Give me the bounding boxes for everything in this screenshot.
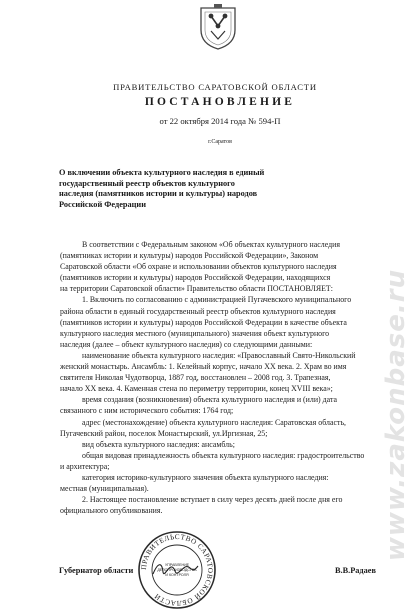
- saratov-coat-of-arms-icon: [199, 4, 237, 50]
- decree-title: ПОСТАНОВЛЕНИЕ: [144, 96, 296, 108]
- decree-city: г.Саратов: [208, 139, 232, 145]
- signatory-name: В.В.Радаев: [335, 566, 376, 575]
- body-line: (памятников истории и культуры) народов Российской Федерации в качестве объекта: [60, 317, 347, 327]
- body-line: женский монастырь. Ансамбль: 1. Келейный корпус, начало XX века. 2. Храм во имя: [60, 362, 347, 372]
- body-line: (памятниках истории и культуры) народов Российской Федерации», Законом: [60, 251, 319, 261]
- body-line: начало XX века. 4. Каменная стена по периметру территории, конец XVIII века»;: [60, 384, 333, 394]
- body-line: адрес (местонахождение) объекта культурного наследия: Саратовская область,: [82, 417, 347, 427]
- body-line: наследия (далее – объект культурного наследия) со следующими данными:: [60, 339, 313, 349]
- body-line: вид объекта культурного наследия: ансамбль;: [82, 439, 235, 449]
- stamp-center-line: УПРАВЛЕНИЕ: [164, 563, 190, 567]
- body-line: Саратовской области «Об охране и использовании объектов культурного наследия: [60, 262, 337, 272]
- stamp-center-line: И КОНТРОЛЯ: [165, 573, 189, 577]
- body-line: культурного наследия местного (муниципального) значения объект культурного: [60, 328, 330, 338]
- decree-body: [60, 239, 385, 516]
- watermark-text: www.zakonbase.ru: [381, 268, 411, 562]
- decree-date-number: от 22 октября 2014 года № 594-П: [159, 116, 281, 126]
- body-line: местная (муниципальная).: [60, 484, 149, 494]
- body-line: святителя Николая Чудотворца, 1887 год, восстановлен – 2008 год. 3. Трапезная,: [60, 373, 331, 383]
- subject-line: Российской Федерации: [59, 200, 146, 210]
- government-name: ПРАВИТЕЛЬСТВО САРАТОВСКОЙ ОБЛАСТИ: [113, 82, 317, 92]
- subject-line: О включении объекта культурного наследия в единый: [59, 168, 265, 177]
- subject-line: наследия (памятников истории и культуры) народов: [59, 189, 258, 199]
- body-line: Пугачевский район, поселок Монастырский, ул.Иргизная, 25;: [60, 428, 268, 438]
- body-line: официального опубликования.: [60, 506, 163, 516]
- body-line: 1. Включить по согласованию с администрацией Пугачевского муниципального: [82, 295, 352, 305]
- body-line: (памятников истории и культуры) народов Российской Федерации, находящихся: [60, 273, 331, 283]
- body-line: связанного с ним исторического события: 1764 год;: [60, 406, 234, 416]
- body-line: категория историко-культурного значения объекта культурного наследия:: [82, 472, 329, 482]
- body-line: 2. Настоящее постановление вступает в силу через десять дней после дня его: [82, 495, 343, 505]
- body-line: района области в единый государственный реестр объектов культурного наследия: [60, 306, 336, 316]
- stamp-center-line: ДЕЛОПРОИЗВОДСТВА: [157, 568, 197, 572]
- body-line: В соответствии с Федеральным законом «Об объектах культурного наследия: [82, 240, 340, 249]
- body-line: наименование объекта культурного наследия: «Православный Свято-Никольский: [82, 350, 356, 360]
- subject-line: государственный реестр объектов культурного: [59, 178, 235, 188]
- decree-subject: [59, 168, 329, 211]
- body-line: и архитектура;: [60, 461, 110, 471]
- body-line: на территории Саратовской области» Правительство области ПОСТАНОВЛЯЕТ:: [60, 284, 333, 294]
- body-line: общая видовая принадлежность объекта культурного наследия: градостроительство: [82, 450, 365, 460]
- body-line: время создания (возникновения) объекта культурного наследия и (или) дата: [82, 395, 337, 405]
- handwritten-signature-icon: [150, 558, 200, 580]
- signatory-position: Губернатор области: [59, 566, 134, 575]
- stamp-ring-text: ПРАВИТЕЛЬСТВО САРАТОВСКОЙ ОБЛАСТИ: [139, 532, 215, 608]
